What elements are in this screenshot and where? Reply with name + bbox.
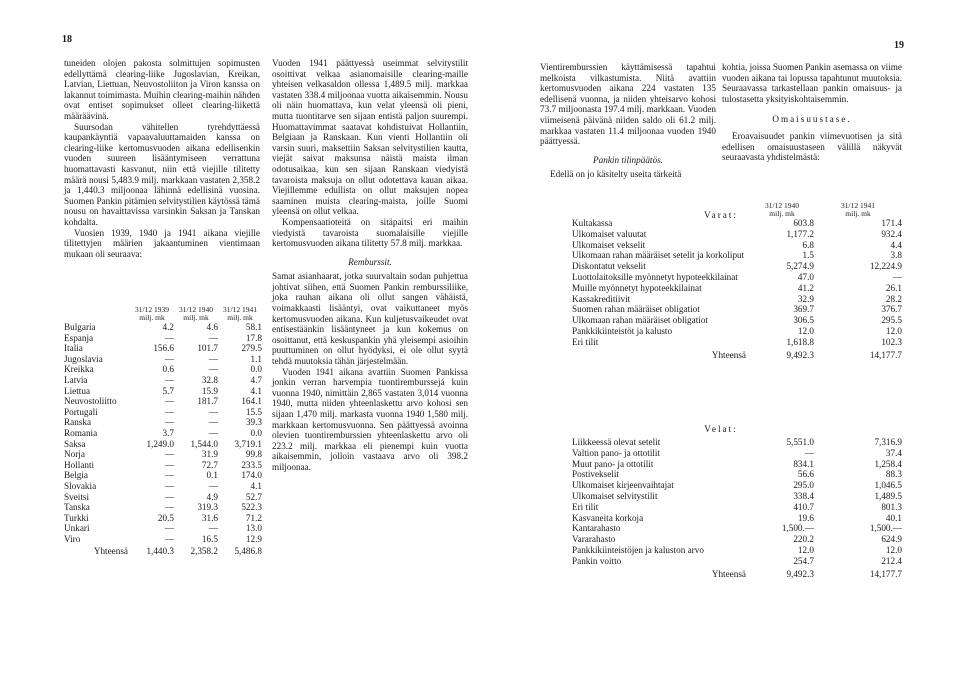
value-1939: — xyxy=(164,417,174,428)
country-name: Italia xyxy=(64,343,83,354)
balance-row xyxy=(572,315,902,326)
country-name: Belgia xyxy=(64,470,88,481)
balance-label: Kassakreditiivit xyxy=(572,293,631,304)
table-row xyxy=(64,470,262,481)
table-row xyxy=(64,386,262,397)
value-1941: 88.3 xyxy=(885,469,902,480)
value-1941: 212.4 xyxy=(881,555,902,566)
value-1941: 4.1 xyxy=(250,385,262,396)
balance-row xyxy=(572,283,902,294)
value-1939: — xyxy=(164,533,174,544)
country-name: Saksa xyxy=(64,438,86,449)
balance-row xyxy=(572,502,902,513)
paragraph: Kompensaatioteitä on sitäpaitsi eri maihin viedyistä tavaroista suomalaisille viejille kertomusvuoden aikana tilitetty 57.8 milj. markkaa. xyxy=(272,216,468,249)
value-1939: — xyxy=(164,353,174,364)
right-column-1-text xyxy=(540,62,716,180)
balance-label: Pankkikiinteistöt ja kalusto xyxy=(572,325,673,336)
value-1940: 220.2 xyxy=(793,534,814,545)
value-1941: 12.9 xyxy=(245,533,262,544)
value-1939: — xyxy=(164,523,174,534)
balance-row xyxy=(572,240,902,251)
value-1941: — xyxy=(892,271,902,282)
total-value: 5,486.8 xyxy=(234,546,262,557)
value-1941: 12,224.9 xyxy=(869,261,902,272)
value-1941: 52.7 xyxy=(245,491,262,502)
value-1940: 319.3 xyxy=(197,502,218,513)
value-1940: — xyxy=(208,427,218,438)
total-value: 9,492.3 xyxy=(786,568,814,579)
value-1941: 295.5 xyxy=(881,315,902,326)
balance-label: Kantarahasto xyxy=(572,523,621,534)
value-1940: 101.7 xyxy=(197,343,218,354)
table-row xyxy=(64,396,262,407)
value-1941: 279.5 xyxy=(241,343,262,354)
country-name: Liettua xyxy=(64,385,91,396)
value-1939: — xyxy=(164,374,174,385)
country-name: Tanska xyxy=(64,502,90,513)
value-1941: 801.3 xyxy=(881,501,902,512)
value-1940: 0.1 xyxy=(206,470,218,481)
value-1941: 26.1 xyxy=(885,282,902,293)
total-value: 14,177.7 xyxy=(869,568,902,579)
table-row xyxy=(64,534,262,545)
paragraph: tuneiden olojen pakosta solmittujen sopimusten edellyttämä clearing-liike Jugoslavian, Kreikan, Latvian, Liettuan, Neuvostoliiton ja Viron kanssa on lakannut toimimasta. Muihin clearing-maihin nähden ovat entiset sopimukset olleet clearing-liikettä määräävinä. xyxy=(64,58,260,121)
value-1940: 56.6 xyxy=(797,469,814,480)
left-column-1-text xyxy=(64,58,260,259)
value-1941: 1,489.5 xyxy=(874,490,902,501)
unit-label: milj. mk xyxy=(139,313,165,322)
country-name: Unkari xyxy=(64,523,90,534)
table-unit-row xyxy=(64,314,262,322)
balance-row xyxy=(572,523,902,534)
value-1940: 295.0 xyxy=(793,480,814,491)
value-1941: 39.3 xyxy=(245,417,262,428)
country-name: Slovakia xyxy=(64,480,97,491)
balance-row xyxy=(572,437,902,448)
balance-label: Ulkomaiset vekselit xyxy=(572,239,646,250)
balance-varat-table xyxy=(572,202,902,360)
balance-label: Ulkomaiset selvitystilit xyxy=(572,490,658,501)
value-1940: — xyxy=(208,523,218,534)
value-1940: 12.0 xyxy=(797,544,814,555)
country-name: Norja xyxy=(64,449,85,460)
value-1940: — xyxy=(208,364,218,375)
country-name: Viro xyxy=(64,533,81,544)
balance-label: Kultakassa xyxy=(572,218,613,228)
paragraph: kohtia, joissa Suomen Pankin asemassa on viime vuoden aikana tai lopussa tapahtunut muutoksia. Seuraavassa tarkastellaan pankin omaisuus- ja tulostasetta yksityiskohtaisemmin. xyxy=(722,62,902,104)
balance-label: Eri tilit xyxy=(572,336,599,347)
value-1939: 4.2 xyxy=(162,322,174,332)
right-column-2-text xyxy=(722,62,902,163)
balance-row xyxy=(572,337,902,348)
value-1940: 31.6 xyxy=(201,512,218,523)
table-row xyxy=(64,492,262,503)
value-1939: — xyxy=(164,502,174,513)
balance-label: Suomen rahan määräiset obligatiot xyxy=(572,304,700,315)
unit-label: milj. mk xyxy=(769,209,795,218)
value-1941: 17.8 xyxy=(245,332,262,343)
value-1941: 4.4 xyxy=(890,239,902,250)
value-1939: — xyxy=(164,480,174,491)
table-row xyxy=(64,333,262,344)
value-1940: — xyxy=(804,447,814,458)
value-1940: 1,544.0 xyxy=(190,438,218,449)
table-row xyxy=(64,364,262,375)
value-1941: 3,719.1 xyxy=(234,438,262,449)
value-1939: 5.7 xyxy=(162,385,174,396)
balance-label: Pankkikiinteistöjen ja kaluston arvo xyxy=(572,544,704,555)
balance-row xyxy=(572,304,902,315)
total-value: 1,440.3 xyxy=(146,546,174,557)
value-1939: — xyxy=(164,470,174,481)
value-1941: 4.7 xyxy=(250,374,262,385)
table-row xyxy=(64,375,262,386)
value-1939: 3.7 xyxy=(162,427,174,438)
value-1940: 5,551.0 xyxy=(786,437,814,447)
value-1940: 254.7 xyxy=(793,555,814,566)
value-1940: 306.5 xyxy=(793,315,814,326)
section-heading-remburssit: Remburssit. xyxy=(348,256,392,267)
country-name: Sveitsi xyxy=(64,491,90,502)
country-name: Ranska xyxy=(64,417,92,428)
value-1939: — xyxy=(164,491,174,502)
value-1940: 32.8 xyxy=(201,374,218,385)
table-row xyxy=(64,439,262,450)
table-row xyxy=(64,523,262,534)
left-page-number: 18 xyxy=(62,34,72,45)
value-1941: 1,500.— xyxy=(869,523,902,534)
value-1941: 37.4 xyxy=(885,447,902,458)
balance-row xyxy=(572,448,902,459)
balance-label: Kasvaneita korkoja xyxy=(572,512,644,523)
value-1941: 40.1 xyxy=(885,512,902,523)
value-1940: — xyxy=(208,353,218,364)
value-1941: 15.5 xyxy=(245,406,262,417)
value-1941: 376.7 xyxy=(881,304,902,315)
value-1941: 102.3 xyxy=(881,336,902,347)
clearing-country-table xyxy=(64,306,262,557)
table-total-row xyxy=(64,544,262,557)
unit-label: milj. mk xyxy=(227,313,253,322)
value-1940: 1,500.— xyxy=(781,523,814,534)
value-1940: 5,274.9 xyxy=(786,261,814,272)
balance-row xyxy=(572,491,902,502)
value-1940: 41.2 xyxy=(797,282,814,293)
value-1941: 932.4 xyxy=(881,228,902,239)
value-1940: — xyxy=(208,406,218,417)
country-name: Turkki xyxy=(64,512,89,523)
value-1939: — xyxy=(164,396,174,407)
unit-label: milj. mk xyxy=(845,209,871,218)
balance-label: Liikkeessä olevat setelit xyxy=(572,437,661,447)
balance-row xyxy=(572,326,902,337)
velat-heading: Velat: xyxy=(704,424,738,434)
value-1941: 233.5 xyxy=(241,459,262,470)
table-row xyxy=(64,407,262,418)
varat-heading: Varat: xyxy=(704,210,738,220)
balance-label: Eri tilit xyxy=(572,501,599,512)
column-header: 31/12 1941 xyxy=(841,201,875,210)
paragraph: Samat asianhaarat, jotka suurvaltain sodan puhjettua johtivat siihen, että Suomen Pankin remburssiliike, joka rauhan aikana oli ollut sangen vähäistä, voimakkaasti lisääntyi, ovat vaikuttaneet myös kertomusvuoden aikana. Kun kuljetusvaikeudet ovat entisestäänkin lisääntyneet ja kun kokemus on osoittanut, että keskuspankin yhä yleisempi asioihin puuttuminen on ollut hyödyksi, ei ole ollut syytä tehdä muutoksia tähän järjestelmään. xyxy=(272,271,468,367)
value-1941: 99.8 xyxy=(245,449,262,460)
value-1941: 522.3 xyxy=(241,502,262,513)
value-1939: 20.5 xyxy=(157,512,174,523)
table-row xyxy=(64,460,262,471)
value-1940: 16.5 xyxy=(201,533,218,544)
value-1940: 369.7 xyxy=(793,304,814,315)
balance-row xyxy=(572,556,902,567)
total-value: 2,358.2 xyxy=(190,546,218,557)
table-row xyxy=(64,417,262,428)
value-1941: 71.2 xyxy=(245,512,262,523)
value-1941: 1,258.4 xyxy=(874,458,902,469)
value-1941: 0.0 xyxy=(250,427,262,438)
value-1940: 181.7 xyxy=(197,396,218,407)
table-row xyxy=(64,502,262,513)
value-1941: 1.1 xyxy=(250,353,262,364)
table-row xyxy=(64,481,262,492)
table-row xyxy=(64,354,262,365)
value-1939: — xyxy=(164,406,174,417)
balance-row xyxy=(572,218,902,229)
balance-label: Vararahasto xyxy=(572,534,616,545)
paragraph: Eroavaisuudet pankin viimevuotisen ja sitä edellisen omaisuustaseen välillä näkyvät seuraavasta yhdistelmästä: xyxy=(722,130,902,163)
value-1940: 47.0 xyxy=(797,271,814,282)
paragraph: Vuosien 1939, 1940 ja 1941 aikana viejille tilitettyjen määrien jakaantuminen vientimaan mukaan oli seuraava: xyxy=(64,227,260,259)
paragraph: Suursodan vähitellen tyrehdyttäessä kaupankäyntiä vapaavaluuttamaiden kanssa on clearing-liike kertomusvuoden aikana edellisenkin vuoden suureen lisääntymiseen verrattuna huomattavasti kasvanut, niin että viejille tilitetty määrä nousi 5,483.9 milj. markkaan vastaten 2,358.2 ja 1,440.3 miljoonaa lähinnä edellisinä vuosina. Suomen Pankin pitämien selvitystilien käytössä tämä nousu on havaittavissa varsinkin Saksan ja Tanskan kohdalta. xyxy=(64,121,260,227)
value-1940: 32.9 xyxy=(797,293,814,304)
balance-label: Valtion pano- ja ottotilit xyxy=(572,447,661,458)
balance-row xyxy=(572,534,902,545)
balance-row xyxy=(572,459,902,470)
total-value: 9,492.3 xyxy=(786,349,814,360)
varat-total-row xyxy=(572,348,902,361)
country-name: Kreikka xyxy=(64,364,94,375)
column-header: 31/12 1940 xyxy=(179,305,213,314)
value-1940: 72.7 xyxy=(201,459,218,470)
balance-label: Pankin voitto xyxy=(572,555,622,566)
balance-row xyxy=(572,294,902,305)
value-1941: 58.1 xyxy=(245,322,262,332)
table-row xyxy=(64,322,262,333)
country-name: Latvia xyxy=(64,374,88,385)
paragraph: Vuoden 1941 aikana avattiin Suomen Pankissa jonkin verran harvempia tuontiremburssejá kuin vuonna 1940, nimittäin 2,865 vastaten 3,014 vuonna 1940, mutta niiden yhteenlaskettu arvo kohosi sen sijaan 1,470 milj. markasta vuonna 1940 1,580 milj. markkaan kertomusvuonna. Sen päättyessä avoinna olevien tuontiremburssien yhteenlaskettu arvo oli 223.2 milj. markkaa eli pienempi kuin vuotta aikaisemmin, jolloin vastaava arvo oli 398.2 miljoonaa. xyxy=(272,366,468,472)
balance-row xyxy=(572,229,902,240)
unit-label: milj. mk xyxy=(183,313,209,322)
value-1941: 28.2 xyxy=(885,293,902,304)
balance-row xyxy=(572,513,902,524)
value-1941: 13.0 xyxy=(245,523,262,534)
section-heading-tilinpaatos: Pankin tilinpäätös. xyxy=(593,154,663,165)
value-1940: 603.8 xyxy=(793,218,814,228)
balance-label: Ulkomaan rahan määräiset obligatiot xyxy=(572,315,708,326)
value-1940: 31.9 xyxy=(201,449,218,460)
value-1941: 164.1 xyxy=(241,396,262,407)
balance-label: Ulkomaiset valuutat xyxy=(572,228,647,239)
column-header: 31/12 1939 xyxy=(135,305,169,314)
value-1941: 1,046.5 xyxy=(874,480,902,491)
balance-label: Postivekselit xyxy=(572,469,619,480)
value-1941: 171.4 xyxy=(881,218,902,228)
value-1940: — xyxy=(208,480,218,491)
value-1940: — xyxy=(208,332,218,343)
value-1941: 624.9 xyxy=(881,534,902,545)
value-1941: 7,316.9 xyxy=(874,437,902,447)
value-1939: 0.6 xyxy=(162,364,174,375)
value-1941: 12.0 xyxy=(885,325,902,336)
country-name: Bulgaria xyxy=(64,322,96,332)
value-1940: 19.6 xyxy=(797,512,814,523)
value-1940: 1,177.2 xyxy=(786,228,814,239)
value-1940: — xyxy=(208,417,218,428)
value-1941: 12.0 xyxy=(885,544,902,555)
balance-row xyxy=(572,272,902,283)
paragraph: Vientiremburssien käyttämisessä tapahtui melkoista vilkastumista. Niitä avattiin kertomusvuoden aikana 224 vastaten 135 edellisenä vuonna, ja niiden yhteisarvo kohosi 73.7 miljoonasta 197.4 milj. markkaan. Vuoden viimeisenä päivänä niiden saldo oli 61.2 milj. markkaa vastaten 11.4 miljoonaa vuoden 1940 päättyessä. xyxy=(540,62,716,147)
balance-row xyxy=(572,545,902,556)
column-header: 31/12 1940 xyxy=(765,201,799,210)
value-1939: — xyxy=(164,449,174,460)
country-name: Neuvostoliitto xyxy=(64,396,117,407)
total-label: Yhteensä xyxy=(93,546,128,557)
total-value: 14,177.7 xyxy=(869,349,902,360)
value-1940: 1.5 xyxy=(802,250,814,261)
balance-row xyxy=(572,261,902,272)
balance-row xyxy=(572,480,902,491)
value-1941: 0.0 xyxy=(250,364,262,375)
value-1940: 834.1 xyxy=(793,458,814,469)
value-1940: 1,618.8 xyxy=(786,336,814,347)
country-name: Romania xyxy=(64,427,98,438)
balance-label: Luottolaitoksille myönnetyt hypoteekkilainat xyxy=(572,271,738,282)
table-row xyxy=(64,449,262,460)
balance-row xyxy=(572,469,902,480)
value-1940: 12.0 xyxy=(797,325,814,336)
value-1940: 410.7 xyxy=(793,501,814,512)
balance-unit-row xyxy=(572,210,902,218)
value-1941: 3.8 xyxy=(890,250,902,261)
right-page-number: 19 xyxy=(894,40,904,51)
balance-label: Ulkomaan rahan määräiset setelit ja korkoliput xyxy=(572,250,745,261)
paragraph: Edellä on jo käsitelty useita tärkeitä xyxy=(550,169,682,180)
value-1939: 156.6 xyxy=(153,343,174,354)
column-header: 31/12 1941 xyxy=(223,305,257,314)
table-row xyxy=(64,343,262,354)
value-1940: 4.9 xyxy=(206,491,218,502)
balance-label: Muut pano- ja ottotilit xyxy=(572,458,654,469)
balance-label: Ulkomaiset kirjeenvaihtajat xyxy=(572,480,674,491)
value-1940: 338.4 xyxy=(793,490,814,501)
value-1940: 6.8 xyxy=(802,239,814,250)
country-name: Portugali xyxy=(64,406,98,417)
value-1941: 174.0 xyxy=(241,470,262,481)
balance-row xyxy=(572,250,902,261)
country-name: Espanja xyxy=(64,332,94,343)
velat-total-row xyxy=(572,567,902,580)
total-label: Yhteensä xyxy=(711,349,746,360)
value-1940: 4.6 xyxy=(206,322,218,332)
left-column-2-text xyxy=(272,58,468,473)
value-1939: — xyxy=(164,459,174,470)
value-1939: 1,249.0 xyxy=(146,438,174,449)
balance-velat-table xyxy=(572,437,902,579)
section-heading-omaisuustase: Omaisuustase. xyxy=(772,114,852,125)
value-1941: 4.1 xyxy=(250,480,262,491)
country-name: Jugoslavia xyxy=(64,353,103,364)
country-name: Hollanti xyxy=(64,459,95,470)
balance-label: Muille myönnetyt hypoteekkilainat xyxy=(572,282,702,293)
balance-label: Diskontatut vekselit xyxy=(572,261,646,272)
table-row xyxy=(64,513,262,524)
value-1940: 15.9 xyxy=(201,385,218,396)
paragraph: Vuoden 1941 päättyessä useimmat selvitystilit osoittivat velkaa asianomaisille clearing-maille yhteisen velkasaldon ollessa 1,489.5 milj. markkaa vastaten 338.4 miljoonaa vuotta aikaisemmin. Nousu oli näin huomattava, kun velat yleensä oli pieni, mutta tuontitarve sen sijaan entistä paljon suurempi. Huomattavimmat saatavat kohdistuivat Hollantiin, Belgiaan ja Ranskaan. Kun vienti Hollantiin oli varsin suuri, maksettiin Saksan selvitystilien kautta, viejät saivat maksunsa näistä maista ilman odotusaikaa, kun sen sijaan Ranskaan viedyistä tavaroista maksuja on ollut odotettava kauan aikaa. Viejillemme edullista on ollut maksujen nopea saaminen muista clearing-maista, joille Suomi yleensä on ollut velkaa. xyxy=(272,58,468,217)
table-row xyxy=(64,428,262,439)
total-label: Yhteensä xyxy=(711,568,746,579)
value-1939: — xyxy=(164,332,174,343)
